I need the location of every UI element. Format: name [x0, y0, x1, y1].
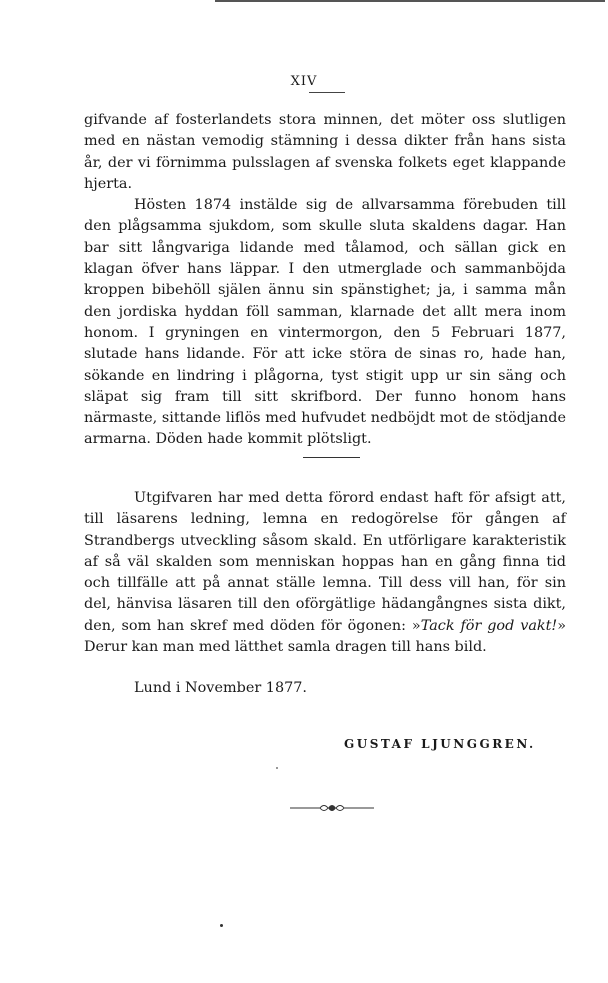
body-text-upper — [84, 110, 566, 451]
top-border-rule — [215, 0, 605, 2]
date-line: Lund i November 1877. — [134, 680, 307, 696]
section-divider-rule — [303, 457, 360, 458]
editor-note-text-end: » Derur kan man med lätthet samla dragen till hans bild. — [84, 617, 567, 656]
paper-speck — [220, 924, 223, 927]
paragraph-editor-note — [84, 488, 566, 658]
paper-speck — [276, 767, 278, 769]
paragraph-death: Hösten 1874 instälde sig de allvarsamma förebuden till den plågsamma sjukdom, som skulle sluta skaldens dagar. Han bar sitt långvariga lidande med tålamod, och sällan gick en klagan öfver hans läppar. I den utmerglade och sammanböjda kroppen bibehöll själen ännu sin spänstighet; ja, i samma mån den jordiska hyddan föll samman, klarnade det allt mera inom honom. I gryningen en vintermorgon, den 5 Februari 1877, slutade hans lidande. För att icke störa de sinas ro, hade han, sökande en lindring i plågorna, tyst stigit upp ur sin säng och släpat sig fram till sitt skrifbord. Der funno honom hans närmaste, sittande liflös med hufvudet nedböjdt mot de stödjande armarna. Döden hade kommit plötsligt. — [84, 197, 566, 448]
paragraph-continued: gifvande af fosterlandets stora minnen, det möter oss slutligen med en nästan vemodig stämning i dessa dikter från hans sista år, der vi förnimma pulsslagen af svenska folkets eget klappande hjerta. — [84, 112, 566, 192]
page-number-underline — [309, 92, 345, 93]
fleuron-ornament-icon — [290, 800, 374, 816]
page-number: XIV — [290, 74, 318, 89]
editor-note-text: Utgifvaren har med detta förord endast haft för afsigt att, till läsarens ledning, lemna en redogörelse för gången af Strandbergs utveckling såsom skald. En utförligare karakteristik af så väl skalden som menniskan hoppas han en gång finna tid och tillfälle att på annat ställe lemna. Till dess vill han, för sin del, hänvisa läsaren till den oförgätlige hädangångnes sista dikt, den, som han skref med döden för ögonen: » — [84, 490, 566, 634]
last-poem-title: Tack för god vakt! — [420, 617, 558, 634]
author-signature: GUSTAF LJUNGGREN. — [344, 737, 536, 751]
body-text-lower — [84, 488, 566, 658]
